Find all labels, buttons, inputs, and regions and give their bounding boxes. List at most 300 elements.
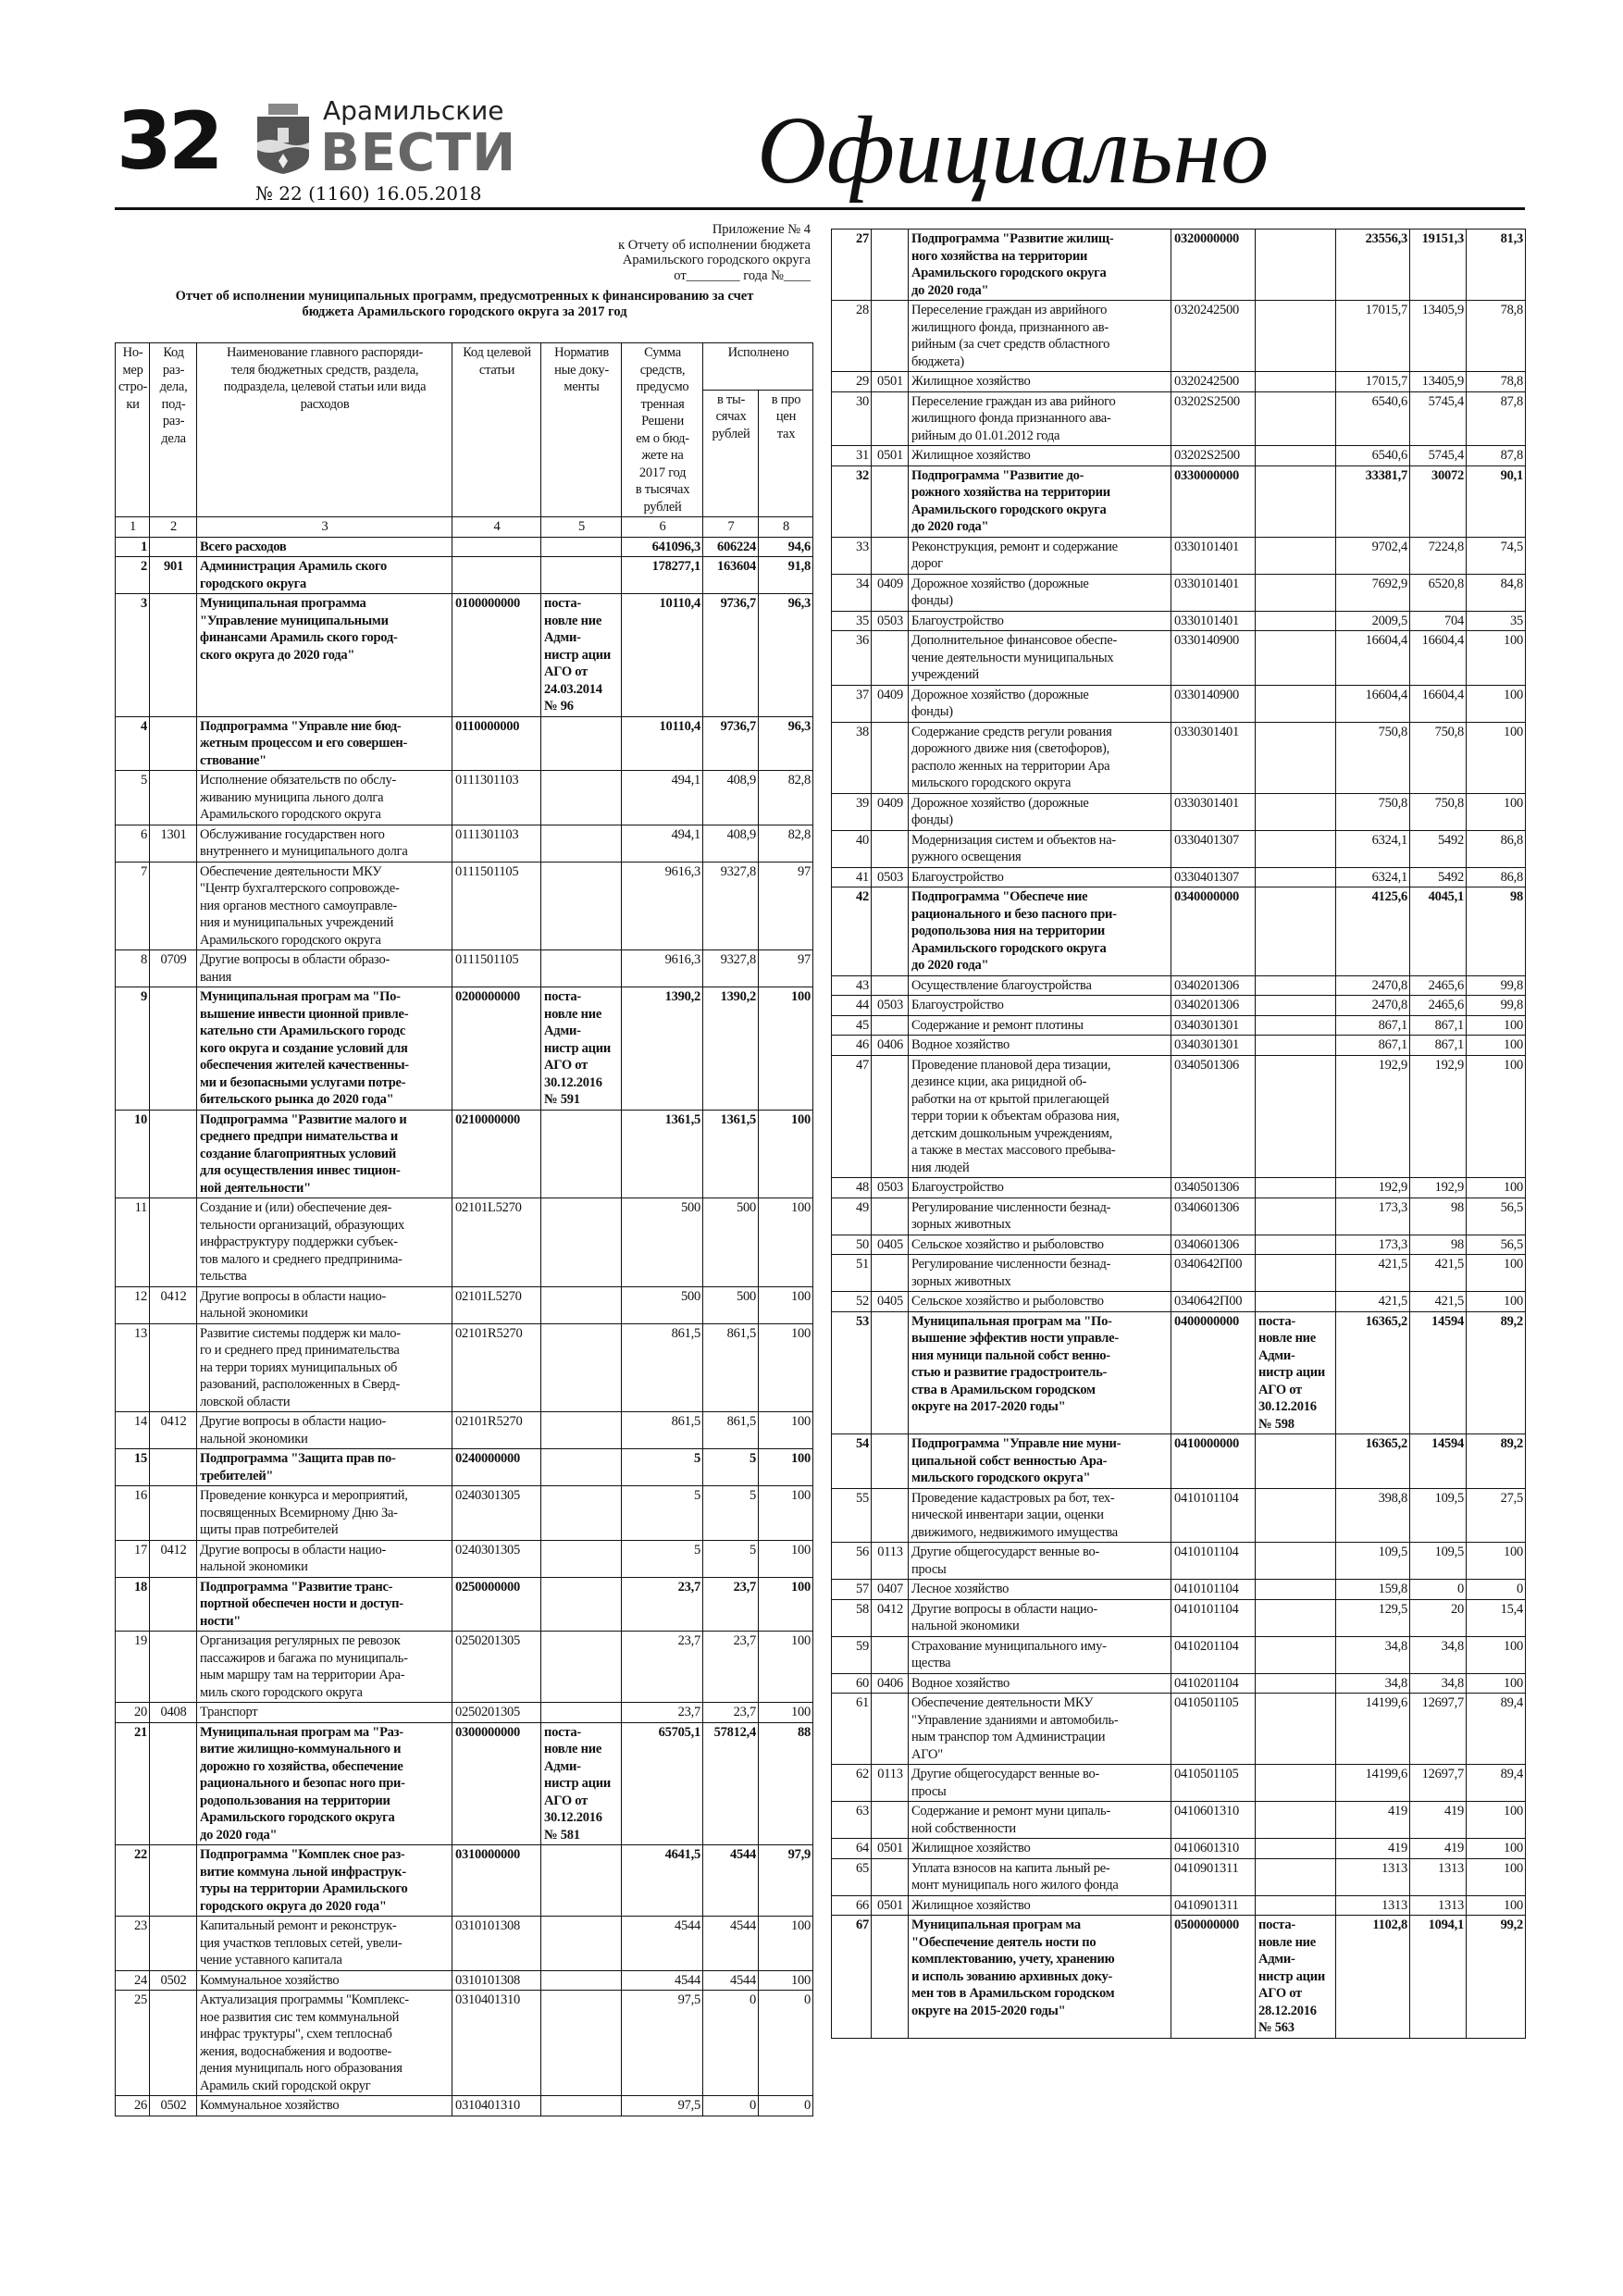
regulatory-document: поста- новле ние Адми- нистр ации АГО от 24.03.2014 № 96 bbox=[541, 594, 622, 717]
section-code bbox=[150, 594, 197, 717]
table-row bbox=[832, 975, 1526, 996]
executed-percent: 87,8 bbox=[1467, 391, 1526, 446]
column-number: 5 bbox=[541, 517, 622, 538]
section-code bbox=[872, 830, 909, 867]
row-number: 3 bbox=[116, 594, 150, 717]
row-number: 37 bbox=[832, 685, 872, 722]
executed-sum: 5 bbox=[703, 1449, 759, 1486]
row-number: 11 bbox=[116, 1198, 150, 1287]
target-code: 0340601306 bbox=[1171, 1198, 1256, 1235]
regulatory-document bbox=[1256, 537, 1336, 574]
section-code: 0406 bbox=[872, 1036, 909, 1056]
planned-sum: 1390,2 bbox=[622, 987, 703, 1111]
executed-sum: 5492 bbox=[1410, 867, 1467, 887]
executed-sum: 750,8 bbox=[1410, 722, 1467, 793]
row-number: 46 bbox=[832, 1036, 872, 1056]
item-name: Осуществление благоустройства bbox=[909, 975, 1171, 996]
executed-percent: 15,4 bbox=[1467, 1599, 1526, 1636]
regulatory-document bbox=[1256, 230, 1336, 301]
section-code: 0503 bbox=[872, 611, 909, 631]
planned-sum: 34,8 bbox=[1336, 1636, 1410, 1673]
item-name: Благоустройство bbox=[909, 996, 1171, 1016]
section-code: 0503 bbox=[872, 1178, 909, 1198]
executed-sum: 30072 bbox=[1410, 465, 1467, 537]
row-number: 54 bbox=[832, 1434, 872, 1489]
regulatory-document bbox=[1256, 1292, 1336, 1312]
section-code: 0412 bbox=[150, 1286, 197, 1323]
item-name: Жилищное хозяйство bbox=[909, 372, 1171, 392]
executed-sum: 4544 bbox=[703, 1845, 759, 1917]
table-row bbox=[116, 1703, 813, 1723]
regulatory-document: поста- новле ние Адми- нистр ации АГО от 28.12.2016 № 563 bbox=[1256, 1916, 1336, 2039]
executed-sum: 23,7 bbox=[703, 1632, 759, 1703]
executed-sum: 16604,4 bbox=[1410, 631, 1467, 686]
row-number: 29 bbox=[832, 372, 872, 392]
section-code: 0405 bbox=[872, 1235, 909, 1255]
section-code bbox=[150, 1577, 197, 1632]
target-code: 0300000000 bbox=[452, 1722, 541, 1845]
executed-percent: 0 bbox=[759, 1991, 813, 2096]
executed-percent: 100 bbox=[759, 1540, 813, 1577]
executed-sum: 14594 bbox=[1410, 1311, 1467, 1434]
planned-sum: 4125,6 bbox=[1336, 887, 1410, 976]
column-number: 7 bbox=[703, 517, 759, 538]
executed-percent: 0 bbox=[759, 2096, 813, 2116]
table-row bbox=[116, 987, 813, 1111]
item-name: Подпрограмма "Обеспече ние рационального и безо пасного при- родопользова ния на территории Арамильского городского округа до 2020 года" bbox=[909, 887, 1171, 976]
table-row bbox=[832, 230, 1526, 301]
table-row bbox=[116, 825, 813, 862]
regulatory-document bbox=[541, 825, 622, 862]
table-row bbox=[832, 1839, 1526, 1859]
executed-percent: 99,2 bbox=[1467, 1916, 1526, 2039]
section-code: 0407 bbox=[872, 1580, 909, 1600]
planned-sum: 16365,2 bbox=[1336, 1434, 1410, 1489]
table-row bbox=[116, 1110, 813, 1198]
regulatory-document bbox=[1256, 887, 1336, 976]
report-table-right bbox=[831, 229, 1526, 2039]
section-code bbox=[872, 1015, 909, 1036]
item-name: Другие общегосударст венные во- просы bbox=[909, 1765, 1171, 1802]
planned-sum: 419 bbox=[1336, 1802, 1410, 1839]
planned-sum: 5 bbox=[622, 1449, 703, 1486]
section-code bbox=[150, 1486, 197, 1541]
row-number: 66 bbox=[832, 1895, 872, 1916]
item-name: Переселение граждан из ава рийного жилищного фонда признанного ава- рийным до 01.01.2012 года bbox=[909, 391, 1171, 446]
executed-sum: 5 bbox=[703, 1540, 759, 1577]
executed-percent: 100 bbox=[1467, 722, 1526, 793]
item-name: Переселение граждан из аврийного жилищного фонда, признанного ав- рийным (за счет средств областного бюджета) bbox=[909, 301, 1171, 372]
item-name: Подпрограмма "Управле ние муни- ципальной собст венностью Ара- мильского городского округа" bbox=[909, 1434, 1171, 1489]
row-number: 40 bbox=[832, 830, 872, 867]
row-number: 53 bbox=[832, 1311, 872, 1434]
executed-sum: 5745,4 bbox=[1410, 446, 1467, 466]
planned-sum: 17015,7 bbox=[1336, 372, 1410, 392]
row-number: 10 bbox=[116, 1110, 150, 1198]
regulatory-document bbox=[1256, 1235, 1336, 1255]
header-planned-sum: Сумма средств, предусмо тренная Решени ем о бюд- жете на 2017 год в тысячах рублей bbox=[622, 343, 703, 517]
row-number: 19 bbox=[116, 1632, 150, 1703]
regulatory-document bbox=[541, 771, 622, 825]
regulatory-document bbox=[1256, 1839, 1336, 1859]
regulatory-document bbox=[1256, 867, 1336, 887]
target-code: 0320000000 bbox=[1171, 230, 1256, 301]
row-number: 20 bbox=[116, 1703, 150, 1723]
target-code: 0100000000 bbox=[452, 594, 541, 717]
target-code: 0250201305 bbox=[452, 1703, 541, 1723]
target-code: 0330401307 bbox=[1171, 830, 1256, 867]
executed-sum: 606224 bbox=[703, 537, 759, 557]
executed-sum: 5 bbox=[703, 1486, 759, 1541]
target-code: 0340201306 bbox=[1171, 975, 1256, 996]
planned-sum: 159,8 bbox=[1336, 1580, 1410, 1600]
executed-sum: 5492 bbox=[1410, 830, 1467, 867]
regulatory-document bbox=[1256, 631, 1336, 686]
section-code: 0409 bbox=[872, 685, 909, 722]
header-executed-thousands: в ты- сячах рублей bbox=[703, 390, 759, 516]
target-code: 0310101308 bbox=[452, 1970, 541, 1991]
executed-percent: 56,5 bbox=[1467, 1235, 1526, 1255]
section-code bbox=[150, 1198, 197, 1287]
executed-sum: 109,5 bbox=[1410, 1488, 1467, 1543]
table-row bbox=[832, 1178, 1526, 1198]
executed-sum: 1390,2 bbox=[703, 987, 759, 1111]
section-code: 0412 bbox=[872, 1599, 909, 1636]
regulatory-document bbox=[541, 1110, 622, 1198]
planned-sum: 14199,6 bbox=[1336, 1694, 1410, 1765]
table-row bbox=[832, 1543, 1526, 1580]
item-name: Другие вопросы в области нацио- нальной экономики bbox=[909, 1599, 1171, 1636]
section-code bbox=[150, 1323, 197, 1412]
executed-percent: 98 bbox=[1467, 887, 1526, 976]
target-code: 0340501306 bbox=[1171, 1055, 1256, 1178]
item-name: Актуализация программы "Комплекс- ное развития сис тем коммунальной инфрас труктуры", схем теплоснаб жения, водоснабжения и водоотве- дения муниципаль ного образования Арамиль ский городской округ bbox=[197, 1991, 452, 2096]
row-number: 35 bbox=[832, 611, 872, 631]
item-name: Сельское хозяйство и рыболовство bbox=[909, 1292, 1171, 1312]
planned-sum: 1102,8 bbox=[1336, 1916, 1410, 2039]
target-code: 0410201104 bbox=[1171, 1636, 1256, 1673]
executed-percent: 100 bbox=[1467, 1636, 1526, 1673]
row-number: 59 bbox=[832, 1636, 872, 1673]
table-row bbox=[116, 557, 813, 594]
executed-percent: 100 bbox=[759, 1970, 813, 1991]
executed-sum: 13405,9 bbox=[1410, 301, 1467, 372]
item-name: Обслуживание государствен ного внутреннего и муниципального долга bbox=[197, 825, 452, 862]
target-code: 0320242500 bbox=[1171, 372, 1256, 392]
item-name: Дорожное хозяйство (дорожные фонды) bbox=[909, 685, 1171, 722]
executed-percent: 100 bbox=[1467, 685, 1526, 722]
column-numbers-row bbox=[116, 517, 813, 538]
target-code: 0340000000 bbox=[1171, 887, 1256, 976]
executed-sum: 867,1 bbox=[1410, 1036, 1467, 1056]
regulatory-document bbox=[1256, 574, 1336, 611]
executed-percent: 100 bbox=[1467, 1895, 1526, 1916]
executed-percent: 94,6 bbox=[759, 537, 813, 557]
table-row bbox=[832, 867, 1526, 887]
table-row bbox=[832, 1015, 1526, 1036]
item-name: Жилищное хозяйство bbox=[909, 1839, 1171, 1859]
table-row bbox=[832, 1916, 1526, 2039]
row-number: 47 bbox=[832, 1055, 872, 1178]
executed-percent: 27,5 bbox=[1467, 1488, 1526, 1543]
executed-percent: 100 bbox=[1467, 1292, 1526, 1312]
target-code: 0110000000 bbox=[452, 716, 541, 771]
report-table-left bbox=[115, 342, 813, 2116]
section-code bbox=[872, 631, 909, 686]
regulatory-document bbox=[1256, 1543, 1336, 1580]
executed-percent: 100 bbox=[1467, 793, 1526, 830]
section-code bbox=[150, 987, 197, 1111]
column-number: 8 bbox=[759, 517, 813, 538]
item-name: Другие вопросы в области образо- вания bbox=[197, 950, 452, 987]
column-number: 6 bbox=[622, 517, 703, 538]
section-code bbox=[872, 1255, 909, 1292]
executed-sum: 704 bbox=[1410, 611, 1467, 631]
executed-percent: 97 bbox=[759, 862, 813, 950]
regulatory-document bbox=[541, 950, 622, 987]
executed-sum: 0 bbox=[703, 2096, 759, 2116]
table-row bbox=[832, 996, 1526, 1016]
item-name: Жилищное хозяйство bbox=[909, 446, 1171, 466]
coat-of-arms-logo bbox=[255, 104, 311, 174]
executed-percent: 100 bbox=[759, 1486, 813, 1541]
executed-percent: 100 bbox=[1467, 1055, 1526, 1178]
executed-percent: 86,8 bbox=[1467, 830, 1526, 867]
item-name: Проведение кадастровых ра бот, тех- нической инвентари зации, оценки движимого, недвижимого имущества bbox=[909, 1488, 1171, 1543]
target-code: 0330101401 bbox=[1171, 611, 1256, 631]
section-code bbox=[872, 1916, 909, 2039]
target-code: 0340301301 bbox=[1171, 1036, 1256, 1056]
executed-sum: 867,1 bbox=[1410, 1015, 1467, 1036]
regulatory-document bbox=[1256, 1055, 1336, 1178]
item-name: Реконструкция, ремонт и содержание дорог bbox=[909, 537, 1171, 574]
executed-percent: 88 bbox=[759, 1722, 813, 1845]
executed-sum: 421,5 bbox=[1410, 1292, 1467, 1312]
target-code: 0330401307 bbox=[1171, 867, 1256, 887]
executed-percent: 100 bbox=[759, 1703, 813, 1723]
target-code: 0111301103 bbox=[452, 771, 541, 825]
target-code: 0330101401 bbox=[1171, 574, 1256, 611]
row-number: 14 bbox=[116, 1412, 150, 1449]
executed-sum: 419 bbox=[1410, 1839, 1467, 1859]
item-name: Подпрограмма "Защита прав по- требителей" bbox=[197, 1449, 452, 1486]
regulatory-document bbox=[541, 1286, 622, 1323]
section-code bbox=[872, 1636, 909, 1673]
table-row bbox=[832, 611, 1526, 631]
item-name: Сельское хозяйство и рыболовство bbox=[909, 1235, 1171, 1255]
executed-sum: 13405,9 bbox=[1410, 372, 1467, 392]
executed-percent: 87,8 bbox=[1467, 446, 1526, 466]
executed-percent: 35 bbox=[1467, 611, 1526, 631]
section-code: 0408 bbox=[150, 1703, 197, 1723]
regulatory-document bbox=[1256, 1858, 1336, 1895]
planned-sum: 173,3 bbox=[1336, 1198, 1410, 1235]
regulatory-document bbox=[1256, 1765, 1336, 1802]
executed-sum: 4544 bbox=[703, 1970, 759, 1991]
executed-sum: 2465,6 bbox=[1410, 975, 1467, 996]
item-name: Муниципальная програм ма "По- вышение эффектив ности управле- ния муници пальной собст венно- стью и развитие градостроитель- ства в Арамильском городском округе на 2017-2020 годы" bbox=[909, 1311, 1171, 1434]
item-name: Подпрограмма "Развитие малого и среднего предпри нимательства и создание благоприятных условий для осуществления инвес тицион- ной деятельности" bbox=[197, 1110, 452, 1198]
item-name: Обеспечение деятельности МКУ "Управление зданиями и автомобиль- ным транспор том Администрации АГО" bbox=[909, 1694, 1171, 1765]
executed-sum: 408,9 bbox=[703, 825, 759, 862]
section-code: 0113 bbox=[872, 1543, 909, 1580]
planned-sum: 23,7 bbox=[622, 1703, 703, 1723]
item-name: Проведение конкурса и мероприятий, посвященных Всемирному Дню За- щиты прав потребителей bbox=[197, 1486, 452, 1541]
executed-sum: 109,5 bbox=[1410, 1543, 1467, 1580]
section-code bbox=[872, 1434, 909, 1489]
executed-percent: 89,4 bbox=[1467, 1694, 1526, 1765]
section-code bbox=[872, 1311, 909, 1434]
executed-sum: 7224,8 bbox=[1410, 537, 1467, 574]
target-code: 0310101308 bbox=[452, 1917, 541, 1971]
planned-sum: 33381,7 bbox=[1336, 465, 1410, 537]
item-name: Дополнительное финансовое обеспе- чение деятельности муниципальных учреждений bbox=[909, 631, 1171, 686]
executed-sum: 500 bbox=[703, 1286, 759, 1323]
executed-sum: 23,7 bbox=[703, 1577, 759, 1632]
executed-percent: 100 bbox=[1467, 1036, 1526, 1056]
section-code bbox=[150, 1845, 197, 1917]
planned-sum: 421,5 bbox=[1336, 1292, 1410, 1312]
planned-sum: 494,1 bbox=[622, 825, 703, 862]
executed-percent: 89,4 bbox=[1467, 1765, 1526, 1802]
section-code: 0503 bbox=[872, 996, 909, 1016]
row-number: 51 bbox=[832, 1255, 872, 1292]
planned-sum: 500 bbox=[622, 1286, 703, 1323]
executed-percent: 74,5 bbox=[1467, 537, 1526, 574]
table-row bbox=[832, 574, 1526, 611]
executed-sum: 192,9 bbox=[1410, 1055, 1467, 1178]
planned-sum: 16604,4 bbox=[1336, 685, 1410, 722]
table-row bbox=[832, 1858, 1526, 1895]
regulatory-document bbox=[541, 1845, 622, 1917]
regulatory-document bbox=[541, 1970, 622, 1991]
item-name: Содержание и ремонт муни ципаль- ной собственности bbox=[909, 1802, 1171, 1839]
item-name: Муниципальная програм ма "Раз- витие жилищно-коммунального и дорожно го хозяйства, обеспечение рационального и безопас ного при- родопользования на территории Арамильского городского округа до 2020 года" bbox=[197, 1722, 452, 1845]
section-code: 0405 bbox=[872, 1292, 909, 1312]
regulatory-document bbox=[541, 1632, 622, 1703]
row-number: 23 bbox=[116, 1917, 150, 1971]
section-code: 0503 bbox=[872, 867, 909, 887]
row-number: 24 bbox=[116, 1970, 150, 1991]
target-code: 03202S2500 bbox=[1171, 446, 1256, 466]
row-number: 18 bbox=[116, 1577, 150, 1632]
regulatory-document bbox=[1256, 611, 1336, 631]
executed-percent: 100 bbox=[759, 1198, 813, 1287]
row-number: 41 bbox=[832, 867, 872, 887]
row-number: 39 bbox=[832, 793, 872, 830]
row-number: 26 bbox=[116, 2096, 150, 2116]
section-code bbox=[872, 1858, 909, 1895]
item-name: Администрация Арамиль ского городского округа bbox=[197, 557, 452, 594]
row-number: 17 bbox=[116, 1540, 150, 1577]
row-number: 61 bbox=[832, 1694, 872, 1765]
header-row-number: Но- мер стро- ки bbox=[116, 343, 150, 517]
table-row bbox=[832, 685, 1526, 722]
planned-sum: 2470,8 bbox=[1336, 996, 1410, 1016]
header-target-code: Код целевой статьи bbox=[452, 343, 541, 517]
item-name: Уплата взносов на капита льный ре- монт муниципаль ного жилого фонда bbox=[909, 1858, 1171, 1895]
executed-percent: 100 bbox=[759, 987, 813, 1111]
executed-sum: 57812,4 bbox=[703, 1722, 759, 1845]
table-row bbox=[116, 1577, 813, 1632]
section-code bbox=[872, 391, 909, 446]
executed-percent: 82,8 bbox=[759, 771, 813, 825]
issue-info: № 22 (1160) 16.05.2018 bbox=[255, 182, 482, 205]
table-row bbox=[116, 1412, 813, 1449]
item-name: Муниципальная программа "Управление муниципальными финансами Арамиль ского город- ского округа до 2020 года" bbox=[197, 594, 452, 717]
item-name: Муниципальная програм ма "По- вышение инвести ционной привле- кательно сти Арамильского городс кого округа и создание условий для обеспечения жителей качественны- ми и безопасными услугами потре- бительского рынка до 2020 года" bbox=[197, 987, 452, 1111]
table-row bbox=[832, 1636, 1526, 1673]
item-name: Другие общегосударст венные во- просы bbox=[909, 1543, 1171, 1580]
planned-sum: 9702,4 bbox=[1336, 537, 1410, 574]
row-number: 28 bbox=[832, 301, 872, 372]
item-name: Водное хозяйство bbox=[909, 1673, 1171, 1694]
regulatory-document bbox=[1256, 1434, 1336, 1489]
target-code: 0410601310 bbox=[1171, 1802, 1256, 1839]
table-row bbox=[832, 1434, 1526, 1489]
row-number: 55 bbox=[832, 1488, 872, 1543]
executed-percent: 100 bbox=[759, 1577, 813, 1632]
planned-sum: 6324,1 bbox=[1336, 867, 1410, 887]
target-code: 0410601310 bbox=[1171, 1839, 1256, 1859]
section-code bbox=[150, 862, 197, 950]
executed-percent: 100 bbox=[759, 1917, 813, 1971]
item-name: Жилищное хозяйство bbox=[909, 1895, 1171, 1916]
regulatory-document bbox=[1256, 301, 1336, 372]
table-row bbox=[832, 446, 1526, 466]
row-number: 43 bbox=[832, 975, 872, 996]
table-row bbox=[116, 1449, 813, 1486]
item-name: Благоустройство bbox=[909, 611, 1171, 631]
row-number: 67 bbox=[832, 1916, 872, 2039]
item-name: Регулирование численности безнад- зорных животных bbox=[909, 1198, 1171, 1235]
executed-sum: 750,8 bbox=[1410, 793, 1467, 830]
item-name: Муниципальная програм ма "Обеспечение деятель ности по комплектованию, учету, хранению и исполь зованию архивных доку- мен тов в Арамильском городском округе на 2015-2020 годы" bbox=[909, 1916, 1171, 2039]
section-code bbox=[150, 771, 197, 825]
section-code bbox=[872, 1198, 909, 1235]
target-code: 0340601306 bbox=[1171, 1235, 1256, 1255]
item-name: Обеспечение деятельности МКУ "Центр бухгалтерского сопровожде- ния органов местного самоуправле- ния и муниципальных учреждений Арамильского городского округа bbox=[197, 862, 452, 950]
target-code: 0240301305 bbox=[452, 1486, 541, 1541]
executed-sum: 4045,1 bbox=[1410, 887, 1467, 976]
executed-percent: 100 bbox=[759, 1286, 813, 1323]
item-name: Подпрограмма "Развитие до- рожного хозяйства на территории Арамильского городского округа до 2020 года" bbox=[909, 465, 1171, 537]
target-code: 0111501105 bbox=[452, 950, 541, 987]
table-row bbox=[116, 771, 813, 825]
target-code: 0200000000 bbox=[452, 987, 541, 1111]
section-code: 0501 bbox=[872, 1839, 909, 1859]
row-number: 6 bbox=[116, 825, 150, 862]
regulatory-document bbox=[1256, 1694, 1336, 1765]
executed-sum: 14594 bbox=[1410, 1434, 1467, 1489]
section-code bbox=[872, 887, 909, 976]
planned-sum: 1313 bbox=[1336, 1858, 1410, 1895]
planned-sum: 97,5 bbox=[622, 1991, 703, 2096]
item-name: Организация регулярных пе ревозок пассажиров и багажа по муниципаль- ным маршру там на территории Ара- миль ского городского округа bbox=[197, 1632, 452, 1703]
table-header-row bbox=[116, 343, 813, 391]
planned-sum: 750,8 bbox=[1336, 722, 1410, 793]
section-code bbox=[150, 716, 197, 771]
column-number: 4 bbox=[452, 517, 541, 538]
executed-percent: 99,8 bbox=[1467, 996, 1526, 1016]
regulatory-document bbox=[1256, 1673, 1336, 1694]
row-number: 8 bbox=[116, 950, 150, 987]
executed-percent: 100 bbox=[1467, 1015, 1526, 1036]
item-name: Содержание средств регули рования дорожного движе ния (светофоров), располо женных на территории Ара мильского городского округа bbox=[909, 722, 1171, 793]
target-code: 0330101401 bbox=[1171, 537, 1256, 574]
executed-percent: 100 bbox=[1467, 1543, 1526, 1580]
executed-sum: 16604,4 bbox=[1410, 685, 1467, 722]
